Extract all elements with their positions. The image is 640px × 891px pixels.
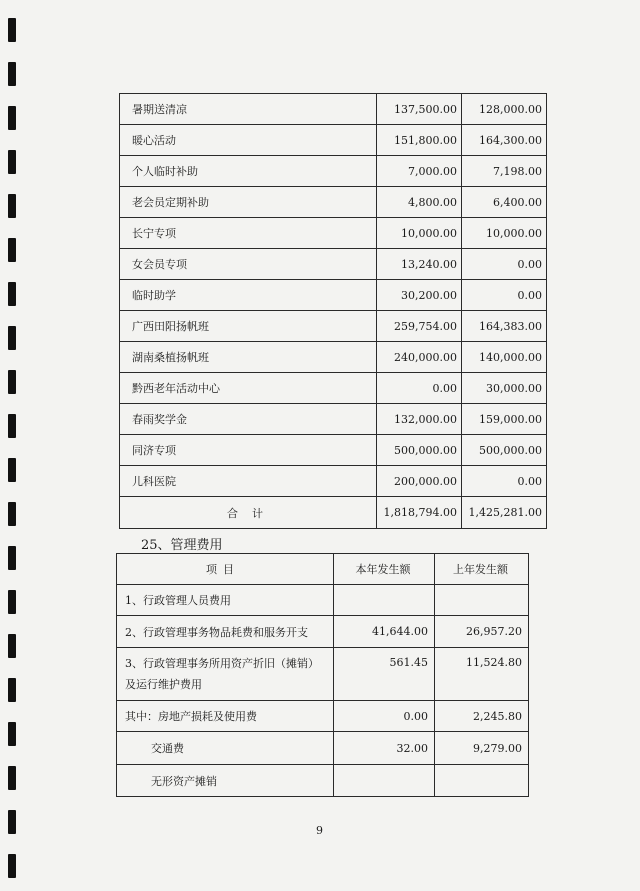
row-previous: 10,000.00 bbox=[462, 218, 547, 249]
management-expense-table bbox=[116, 553, 529, 797]
table-row bbox=[120, 156, 547, 187]
row-name: 暑期送清凉 bbox=[120, 94, 377, 125]
table-row bbox=[120, 404, 547, 435]
row-current: 240,000.00 bbox=[377, 342, 462, 373]
header-current: 本年发生额 bbox=[334, 554, 435, 585]
table-row bbox=[120, 218, 547, 249]
row-current: 13,240.00 bbox=[377, 249, 462, 280]
table-row bbox=[120, 125, 547, 156]
table-row bbox=[120, 187, 547, 218]
row-name: 暖心活动 bbox=[120, 125, 377, 156]
row-name: 湖南桑植扬帆班 bbox=[120, 342, 377, 373]
row-item: 无形资产摊销 bbox=[117, 765, 334, 797]
header-previous: 上年发生额 bbox=[435, 554, 529, 585]
row-previous: 164,383.00 bbox=[462, 311, 547, 342]
table-row bbox=[120, 373, 547, 404]
total-current: 1,818,794.00 bbox=[377, 497, 462, 529]
table-row bbox=[120, 466, 547, 497]
table-row bbox=[117, 732, 529, 765]
row-previous: 6,400.00 bbox=[462, 187, 547, 218]
row-current: 0.00 bbox=[334, 701, 435, 732]
table-row bbox=[117, 701, 529, 732]
section-title: 25、管理费用 bbox=[141, 538, 223, 553]
row-previous: 0.00 bbox=[462, 280, 547, 311]
row-name: 老会员定期补助 bbox=[120, 187, 377, 218]
row-previous bbox=[435, 765, 529, 797]
row-current: 151,800.00 bbox=[377, 125, 462, 156]
row-name: 个人临时补助 bbox=[120, 156, 377, 187]
row-previous: 0.00 bbox=[462, 466, 547, 497]
row-current: 500,000.00 bbox=[377, 435, 462, 466]
table-row bbox=[117, 765, 529, 797]
row-previous: 164,300.00 bbox=[462, 125, 547, 156]
row-current: 7,000.00 bbox=[377, 156, 462, 187]
row-previous: 0.00 bbox=[462, 249, 547, 280]
row-name: 黔西老年活动中心 bbox=[120, 373, 377, 404]
header-item: 项目 bbox=[117, 554, 334, 585]
row-current: 4,800.00 bbox=[377, 187, 462, 218]
table-row bbox=[120, 435, 547, 466]
total-row bbox=[120, 497, 547, 529]
table-row bbox=[120, 342, 547, 373]
table-row bbox=[120, 249, 547, 280]
donation-expense-table bbox=[119, 93, 547, 529]
row-current: 10,000.00 bbox=[377, 218, 462, 249]
binding-holes bbox=[8, 18, 18, 878]
row-previous: 11,524.80 bbox=[435, 648, 529, 701]
table-row bbox=[120, 94, 547, 125]
row-previous: 30,000.00 bbox=[462, 373, 547, 404]
row-current: 32.00 bbox=[334, 732, 435, 765]
row-current: 0.00 bbox=[377, 373, 462, 404]
row-name: 春雨奖学金 bbox=[120, 404, 377, 435]
table-header-row bbox=[117, 554, 529, 585]
row-name: 同济专项 bbox=[120, 435, 377, 466]
row-item: 交通费 bbox=[117, 732, 334, 765]
row-item: 其中：房地产损耗及使用费 bbox=[117, 701, 334, 732]
row-item-line2: 及运行维护费用 bbox=[125, 678, 202, 691]
row-item: 2、行政管理事务物品耗费和服务开支 bbox=[117, 616, 334, 648]
row-previous: 159,000.00 bbox=[462, 404, 547, 435]
row-item: 1、行政管理人员费用 bbox=[117, 585, 334, 616]
row-name: 儿科医院 bbox=[120, 466, 377, 497]
total-label: 合计 bbox=[120, 497, 377, 529]
row-current bbox=[334, 765, 435, 797]
row-item-line1: 3、行政管理事务所用资产折旧（摊销） bbox=[125, 657, 319, 670]
table-row bbox=[120, 311, 547, 342]
row-current: 41,644.00 bbox=[334, 616, 435, 648]
row-previous bbox=[435, 585, 529, 616]
row-previous: 9,279.00 bbox=[435, 732, 529, 765]
table-row bbox=[120, 280, 547, 311]
row-name: 女会员专项 bbox=[120, 249, 377, 280]
row-current: 561.45 bbox=[334, 648, 435, 701]
row-current: 200,000.00 bbox=[377, 466, 462, 497]
row-previous: 140,000.00 bbox=[462, 342, 547, 373]
table-row bbox=[117, 616, 529, 648]
row-previous: 7,198.00 bbox=[462, 156, 547, 187]
row-current: 137,500.00 bbox=[377, 94, 462, 125]
row-previous: 26,957.20 bbox=[435, 616, 529, 648]
row-current: 132,000.00 bbox=[377, 404, 462, 435]
row-current bbox=[334, 585, 435, 616]
row-name: 临时助学 bbox=[120, 280, 377, 311]
table-row bbox=[117, 585, 529, 616]
row-previous: 128,000.00 bbox=[462, 94, 547, 125]
row-current: 259,754.00 bbox=[377, 311, 462, 342]
row-previous: 2,245.80 bbox=[435, 701, 529, 732]
row-previous: 500,000.00 bbox=[462, 435, 547, 466]
total-previous: 1,425,281.00 bbox=[462, 497, 547, 529]
page-number: 9 bbox=[316, 824, 323, 837]
row-name: 广西田阳扬帆班 bbox=[120, 311, 377, 342]
row-name: 长宁专项 bbox=[120, 218, 377, 249]
row-item bbox=[117, 648, 334, 701]
row-current: 30,200.00 bbox=[377, 280, 462, 311]
table-row bbox=[117, 648, 529, 701]
